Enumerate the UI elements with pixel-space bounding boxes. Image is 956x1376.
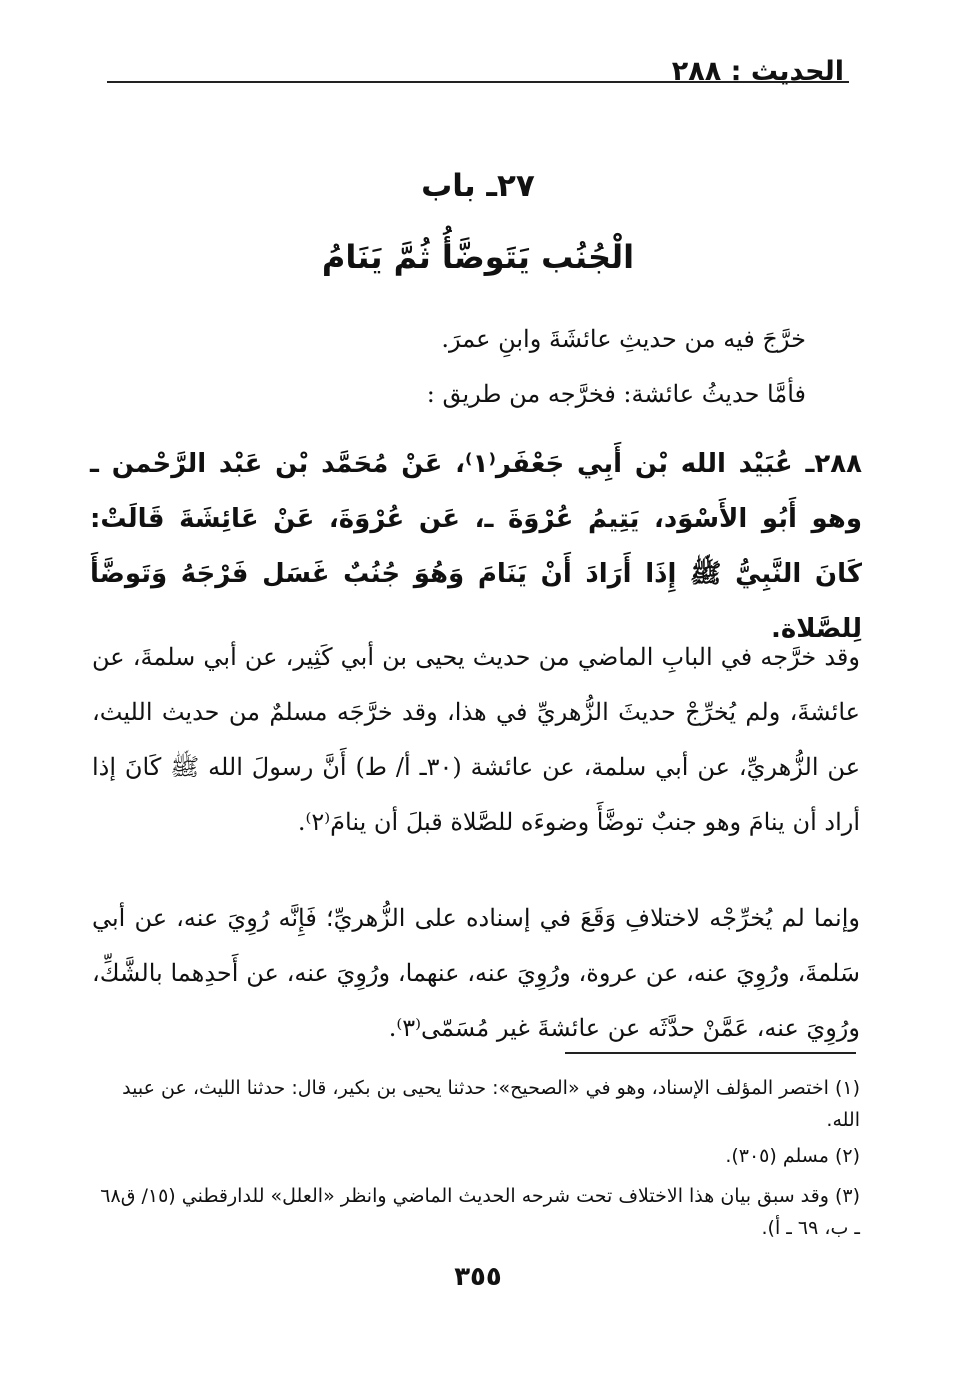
footnote-2: (٢) مسلم (٣٠٥).	[725, 1145, 860, 1167]
footnote-rule	[565, 1052, 856, 1054]
chapter-heading: ٢٧ـ باب	[421, 168, 535, 204]
commentary-paragraph-2: وإنما لم يُخرِّجْه لاختلافِ وَقَعَ في إسناده على الزُّهريِّ؛ فَإِنَّه رُوِيَ عنه، عن أبي سَلمةَ، ورُوِيَ عنه، عن عروة، ورُوِيَ عنه، عنهما، ورُوِيَ عنه، عن أَحدِهما بالشَّكِّ، ورُوِيَ عنه، عَمَّنْ حدَّثَه عن عائشةَ غير مُسَمّى⁽٣⁾.	[92, 904, 860, 1042]
intro-line-2: فأمَّا حديثُ عائشة: فخرَّجه من طريق :	[426, 380, 806, 408]
header-rule	[107, 81, 849, 83]
intro-line-1: خرَّجَ فيه من حديثِ عائشَةَ وابنِ عمرَ.	[441, 325, 806, 353]
footnote-1: (١) اختصر المؤلف الإسناد، وهو في «الصحيح»: حدثنا يحيى بن بكير، قال: حدثنا الليث، عن عبيد الله.	[122, 1077, 860, 1131]
footnote-3: (٣) وقد سبق بيان هذا الاختلاف تحت شرحه الحديث الماضي وانظر «العلل» للدارقطني (١٥/ ق٦٨ ـ ب، ٦٩ ـ أ).	[100, 1185, 860, 1239]
page-number: ٣٥٥	[454, 1262, 502, 1292]
running-head: الحديث : ٢٨٨	[671, 56, 844, 87]
chapter-title: الْجُنُب يَتَوضَّأُ ثُمَّ يَنَامُ	[321, 238, 635, 276]
commentary-paragraph-1: وقد خرَّجه في البابِ الماضي من حديث يحيى بن أبي كَثِير، عن أبي سلمةَ، عن عائشةَ، ولم يُخرِّجْ حديثَ الزُّهريِّ في هذا، وقد خرَّجَه مسلمٌ من حديث الليث، عن الزُّهريِّ، عن أبي سلمة، عن عائشة (٣٠ـ أ/ ط) أَنَّ رسولَ الله ﷺ كَانَ إذا أراد أن ينامَ وهو جنبٌ توضَّأَ وضوءَه للصَّلاة قبلَ أن ينامَ⁽٢⁾.	[92, 643, 861, 836]
hadith-text: ٢٨٨ـ عُبَيْد الله بْن أَبِي جَعْفَر⁽١⁾، عَنْ مُحَمَّد بْن عَبْد الرَّحْمن ـ وهو أَبُو الأَسْوَد، يَتِيمُ عُرْوَةَ ـ، عَن عُرْوَةَ، عَنْ عَائِشَةَ قَالَتْ: كَانَ النَّبِيُّ ﷺ إِذَا أَرَادَ أَنْ يَنَامَ وَهُوَ جُنُبٌ غَسَل فَرْجَهُ وَتَوضَّأَ لِلصَّلاة.	[90, 449, 862, 644]
